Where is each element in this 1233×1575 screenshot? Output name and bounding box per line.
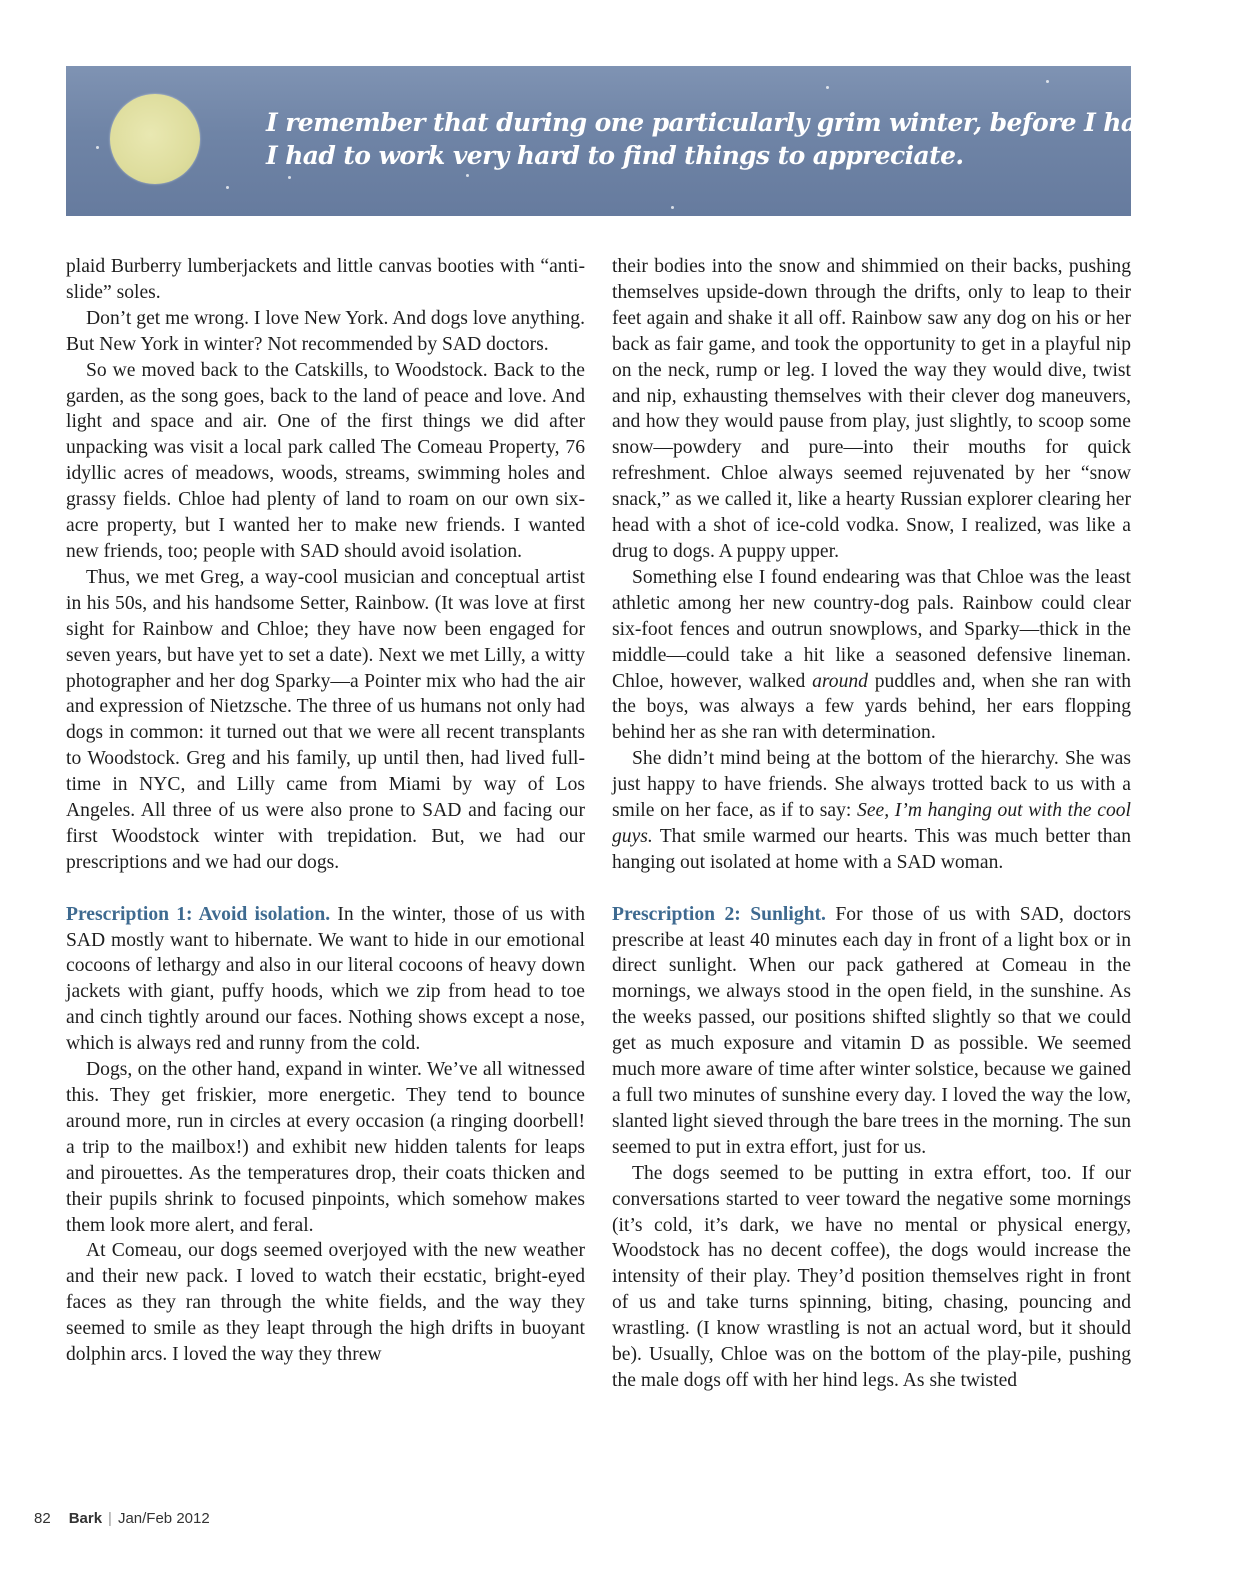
moon-illustration — [110, 94, 200, 184]
prescription-1-heading: Prescription 1: Avoid isolation. — [66, 903, 331, 925]
paragraph: The dogs seemed to be putting in extra effort, too. If our conversations started to veer toward the negative some mornings (it’s cold, it’s dark, we have no mental or physical energy, Woodstock has no decent coffee), the dogs would increase the intensity of their play. They’d position themselves right in front of us and take turns spinning, biting, chasing, pouncing and wrastling. (I know wrastling is not an actual word, but it should be). Usually, Chloe was on the bottom of the play-pile, pushing the male dogs off with her hind legs. As she twisted — [612, 1162, 1131, 1391]
paragraph: At Comeau, our dogs seemed overjoyed with the new weather and their new pack. I loved to watch their ecstatic, bright-eyed faces as they ran through the white fields, and the way they seemed to smile as they leapt through the high drifts in buoyant dolphin arcs. I loved the way they threw — [66, 1240, 585, 1366]
pull-quote-line-2: I had to work very hard to find things to appreciate. — [266, 141, 964, 170]
pull-quote-line-1: I remember that during one particularly grim winter, before I had dogs, — [266, 108, 1233, 137]
paragraph: Dogs, on the other hand, expand in winter. We’ve all witnessed this. They get friskier, more energetic. They tend to bounce around more, run in circles at every occasion (a ringing doorbell! a trip to the mailbox!) and exhibit new hidden talents for leaps and pirouettes. As the temperatures drop, their coats thicken and their pupils shrink to focused pinpoints, which somehow makes them look more alert, and feral. — [66, 1059, 585, 1236]
prescription-1-paragraph — [66, 902, 585, 1057]
snowflake-decoration — [288, 176, 291, 179]
emphasis: around — [812, 670, 868, 692]
article-column-right — [612, 254, 1131, 1394]
paragraph: plaid Burberry lumberjackets and little canvas booties with “anti-slide” soles. — [66, 256, 585, 303]
snowflake-decoration — [226, 186, 229, 189]
footer-separator: | — [108, 1510, 112, 1527]
paragraph: So we moved back to the Catskills, to Woodstock. Back to the garden, as the song goes, back to the land of peace and love. And light and space and air. One of the first things we did after unpacking was visit a local park called The Comeau Property, 76 idyllic acres of meadows, woods, streams, swimming holes and grassy fields. Chloe had plenty of land to roam on our own six-acre property, but I wanted her to make new friends. I wanted new friends, too; people with SAD should avoid isolation. — [66, 359, 585, 562]
text-run: That smile warmed our hearts. This was much better than hanging out isolated at home with a SAD woman. — [612, 825, 1131, 873]
page-number: 82 — [34, 1510, 51, 1527]
pull-quote-banner — [66, 66, 1233, 216]
text-run: She didn’t mind being at the bottom of the hierarchy. She was just happy to have friends. She always trotted back to us with a smile on her face, as if to say: — [612, 748, 1131, 822]
prescription-2-heading: Prescription 2: Sunlight. — [612, 903, 826, 925]
paragraph: Don’t get me wrong. I love New York. And dogs love anything. But New York in winter? Not recommended by SAD doctors. — [66, 307, 585, 355]
article-column-left — [66, 254, 585, 1368]
paragraph: Thus, we met Greg, a way-cool musician and conceptual artist in his 50s, and his handsome Setter, Rainbow. (It was love at first sight for Rainbow and Chloe; they have now been engaged for seven years, but have yet to set a date). Next we met Lilly, a witty photographer and her dog Sparky—a Pointer mix who had the air and expression of Nietzsche. The three of us humans not only had dogs in common: it turned out that we were all recent transplants to Woodstock. Greg and his family, up until then, had lived full-time in NYC, and Lilly came from Miami by way of Los Angeles. All three of us were also prone to SAD and facing our first Woodstock winter with trepidation. But, we had our prescriptions and we had our dogs. — [66, 566, 585, 873]
paragraph — [612, 565, 1131, 746]
paragraph: their bodies into the snow and shimmied on their backs, pushing themselves upside-down through the drifts, only to leap to their feet again and shake it all off. Rainbow saw any dog on his or her back as fair game, and took the opportunity to get in a playful nip on the neck, rump or leg. I loved the way they would dive, twist and nip, exhausting themselves with their clever dog maneuvers, and how they would pause from play, just slightly, to scoop some snow—powdery and pure—into their mouths for quick refreshment. Chloe always seemed rejuvenated by her “snow snack,” as we called it, like a hearty Russian explorer clearing her head with a shot of ice-cold vodka. Snow, I realized, was like a drug to dogs. A puppy upper. — [612, 256, 1131, 562]
snowflake-decoration — [826, 86, 829, 89]
pull-quote — [266, 106, 1233, 172]
snowflake-decoration — [671, 206, 674, 209]
snowflake-decoration — [96, 146, 99, 149]
prescription-1-text: In the winter, those of us with SAD mostly want to hibernate. We want to hide in our emotional cocoons of lethargy and also in our literal cocoons of heavy down jackets with giant, puffy hoods, which we zip from head to toe and cinch tightly around our faces. Nothing shows except a nose, which is always red and runny from the cold. — [66, 903, 585, 1055]
emphasis: See, I’m hanging out with the cool guys. — [612, 800, 1131, 847]
text-run: Something else I found endearing was that Chloe was the least athletic among her new country-dog pals. Rainbow could clear six-foot fences and outrun snowplows, and Sparky—thick in the middle—could take a hit like a seasoned defensive lineman. Chloe, however, walked — [612, 566, 1131, 692]
prescription-2-text: For those of us with SAD, doctors prescribe at least 40 minutes each day in front of a light box or in direct sunlight. When our pack gathered at Comeau in the mornings, we always stood in the open field, in the sunshine. As the weeks passed, our positions shifted slightly so that we could get as much exposure and vitamin D as possible. We seemed much more aware of time after winter solstice, because we gained a full two minutes of sunshine every day. I loved the way the low, slanted light sieved through the bare trees in the morning. The sun seemed to put in extra effort, just for us. — [612, 903, 1131, 1158]
issue-date: Jan/Feb 2012 — [117, 1510, 210, 1527]
paragraph — [612, 746, 1131, 876]
snowflake-decoration — [466, 174, 469, 177]
magazine-name: Bark — [68, 1510, 103, 1527]
text-run: puddles and, when she ran with the boys, was always a few yards behind, her ears flopping behind her as she ran with determination. — [612, 670, 1131, 744]
snowflake-decoration — [1046, 80, 1049, 83]
prescription-2-paragraph — [612, 902, 1131, 1161]
page-footer — [34, 1510, 210, 1527]
